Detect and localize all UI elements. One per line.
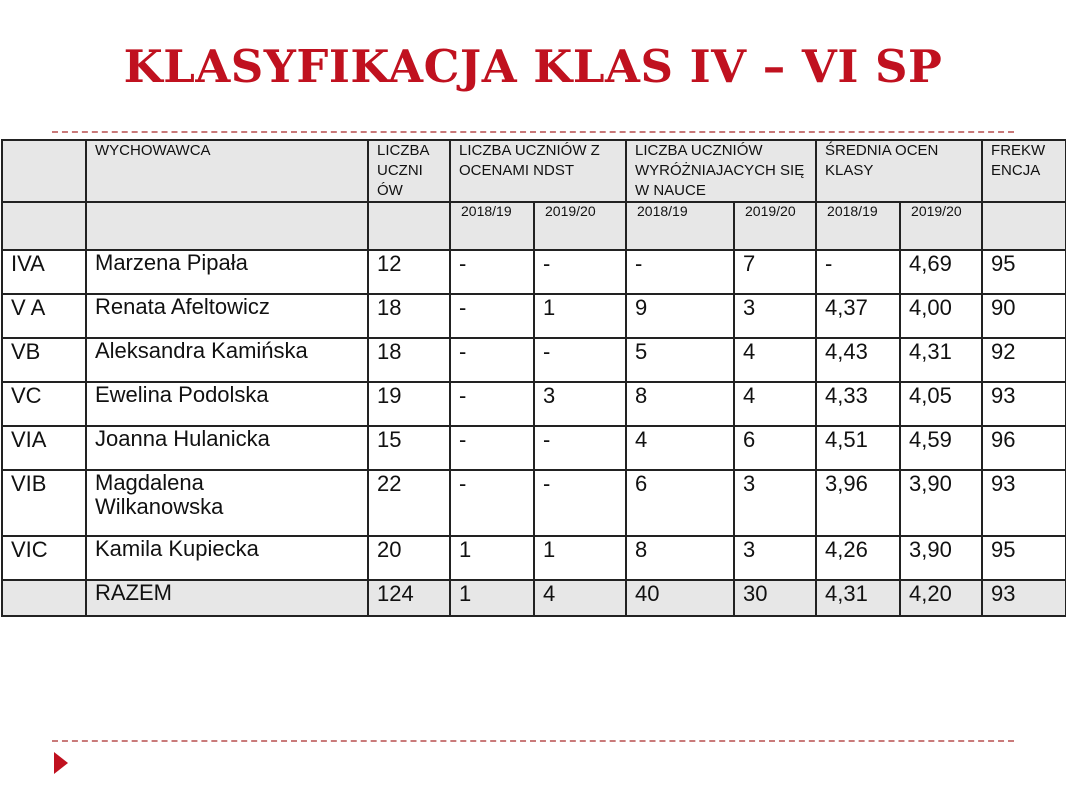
frek-cell: 93 (982, 580, 1066, 616)
wyr-1819-cell: 8 (626, 536, 734, 580)
ndst-1819-cell: 1 (450, 536, 534, 580)
ndst-1920-cell: 1 (534, 294, 626, 338)
wyr-1819-cell: 8 (626, 382, 734, 426)
wyr-1920-cell: 3 (734, 536, 816, 580)
ndst-1819-cell: 1 (450, 580, 534, 616)
wyr-1819-cell: 5 (626, 338, 734, 382)
wyr-1920-cell: 7 (734, 250, 816, 294)
count-cell: 18 (368, 294, 450, 338)
year-header: 2019/20 (900, 202, 982, 250)
count-cell: 20 (368, 536, 450, 580)
header-liczba-uczniow: LICZBA UCZNI ÓW (368, 140, 450, 202)
wyr-1920-cell: 3 (734, 470, 816, 536)
frek-cell: 93 (982, 382, 1066, 426)
wyr-1819-cell: - (626, 250, 734, 294)
ndst-1819-cell: - (450, 382, 534, 426)
sr-1819-cell: 3,96 (816, 470, 900, 536)
frek-cell: 92 (982, 338, 1066, 382)
sr-1920-cell: 4,05 (900, 382, 982, 426)
count-cell: 12 (368, 250, 450, 294)
sr-1920-cell: 4,59 (900, 426, 982, 470)
table-row (2, 426, 1066, 470)
ndst-1920-cell: - (534, 338, 626, 382)
teacher-cell: Joanna Hulanicka (86, 426, 368, 470)
wyr-1819-cell: 6 (626, 470, 734, 536)
frek-cell: 96 (982, 426, 1066, 470)
sr-1819-cell: - (816, 250, 900, 294)
header-ndst: LICZBA UCZNIÓW Z OCENAMI NDST (450, 140, 626, 202)
class-cell: VB (2, 338, 86, 382)
frek-cell: 95 (982, 250, 1066, 294)
summary-label: RAZEM (86, 580, 368, 616)
sr-1920-cell: 4,00 (900, 294, 982, 338)
year-header: 2018/19 (450, 202, 534, 250)
class-cell: VIC (2, 536, 86, 580)
sr-1920-cell: 3,90 (900, 536, 982, 580)
teacher-cell: Marzena Pipała (86, 250, 368, 294)
class-cell: VIA (2, 426, 86, 470)
summary-empty-cell (2, 580, 86, 616)
year-header: 2018/19 (816, 202, 900, 250)
year-empty-cell (86, 202, 368, 250)
header-wyrozniajacy: LICZBA UCZNIÓW WYRÓŻNIAJACYCH SIĘ W NAUCE (626, 140, 816, 202)
header-empty-cell (2, 140, 86, 202)
year-empty-cell (982, 202, 1066, 250)
frek-cell: 95 (982, 536, 1066, 580)
wyr-1920-cell: 4 (734, 382, 816, 426)
count-cell: 18 (368, 338, 450, 382)
frek-cell: 93 (982, 470, 1066, 536)
sr-1819-cell: 4,51 (816, 426, 900, 470)
class-cell: VIB (2, 470, 86, 536)
year-header: 2019/20 (534, 202, 626, 250)
teacher-cell: Renata Afeltowicz (86, 294, 368, 338)
header-row (2, 140, 1066, 202)
count-cell: 124 (368, 580, 450, 616)
bottom-divider (52, 740, 1014, 742)
wyr-1920-cell: 6 (734, 426, 816, 470)
header-frekwencja: FREKW ENCJA (982, 140, 1066, 202)
ndst-1819-cell: - (450, 294, 534, 338)
class-cell: V A (2, 294, 86, 338)
wyr-1920-cell: 3 (734, 294, 816, 338)
teacher-cell: Aleksandra Kamińska (86, 338, 368, 382)
sr-1819-cell: 4,43 (816, 338, 900, 382)
ndst-1920-cell: - (534, 250, 626, 294)
year-header: 2018/19 (626, 202, 734, 250)
header-wychowawca: WYCHOWAWCA (86, 140, 368, 202)
ndst-1819-cell: - (450, 338, 534, 382)
teacher-cell: Kamila Kupiecka (86, 536, 368, 580)
sr-1819-cell: 4,31 (816, 580, 900, 616)
sr-1920-cell: 4,31 (900, 338, 982, 382)
table-row (2, 382, 1066, 426)
year-empty-cell (368, 202, 450, 250)
count-cell: 19 (368, 382, 450, 426)
classification-table (1, 139, 1066, 617)
teacher-cell: Ewelina Podolska (86, 382, 368, 426)
wyr-1819-cell: 9 (626, 294, 734, 338)
summary-row (2, 580, 1066, 616)
class-cell: VC (2, 382, 86, 426)
table-row (2, 470, 1066, 536)
sr-1819-cell: 4,26 (816, 536, 900, 580)
wyr-1819-cell: 4 (626, 426, 734, 470)
year-empty-cell (2, 202, 86, 250)
frek-cell: 90 (982, 294, 1066, 338)
year-header-row (2, 202, 1066, 250)
sr-1920-cell: 3,90 (900, 470, 982, 536)
class-cell: IVA (2, 250, 86, 294)
ndst-1920-cell: - (534, 470, 626, 536)
ndst-1819-cell: - (450, 250, 534, 294)
ndst-1920-cell: 4 (534, 580, 626, 616)
ndst-1920-cell: 3 (534, 382, 626, 426)
table-row (2, 250, 1066, 294)
sr-1819-cell: 4,37 (816, 294, 900, 338)
count-cell: 15 (368, 426, 450, 470)
wyr-1920-cell: 4 (734, 338, 816, 382)
table-row (2, 294, 1066, 338)
sr-1819-cell: 4,33 (816, 382, 900, 426)
teacher-cell: Magdalena Wilkanowska (86, 470, 368, 536)
header-srednia: ŚREDNIA OCEN KLASY (816, 140, 982, 202)
top-divider (52, 131, 1014, 133)
ndst-1819-cell: - (450, 426, 534, 470)
year-header: 2019/20 (734, 202, 816, 250)
count-cell: 22 (368, 470, 450, 536)
ndst-1920-cell: - (534, 426, 626, 470)
ndst-1920-cell: 1 (534, 536, 626, 580)
ndst-1819-cell: - (450, 470, 534, 536)
page-title: KLASYFIKACJA KLAS IV – VI SP (123, 40, 943, 93)
sr-1920-cell: 4,20 (900, 580, 982, 616)
wyr-1819-cell: 40 (626, 580, 734, 616)
table-row (2, 536, 1066, 580)
sr-1920-cell: 4,69 (900, 250, 982, 294)
play-arrow-icon (54, 752, 68, 774)
wyr-1920-cell: 30 (734, 580, 816, 616)
table-row (2, 338, 1066, 382)
